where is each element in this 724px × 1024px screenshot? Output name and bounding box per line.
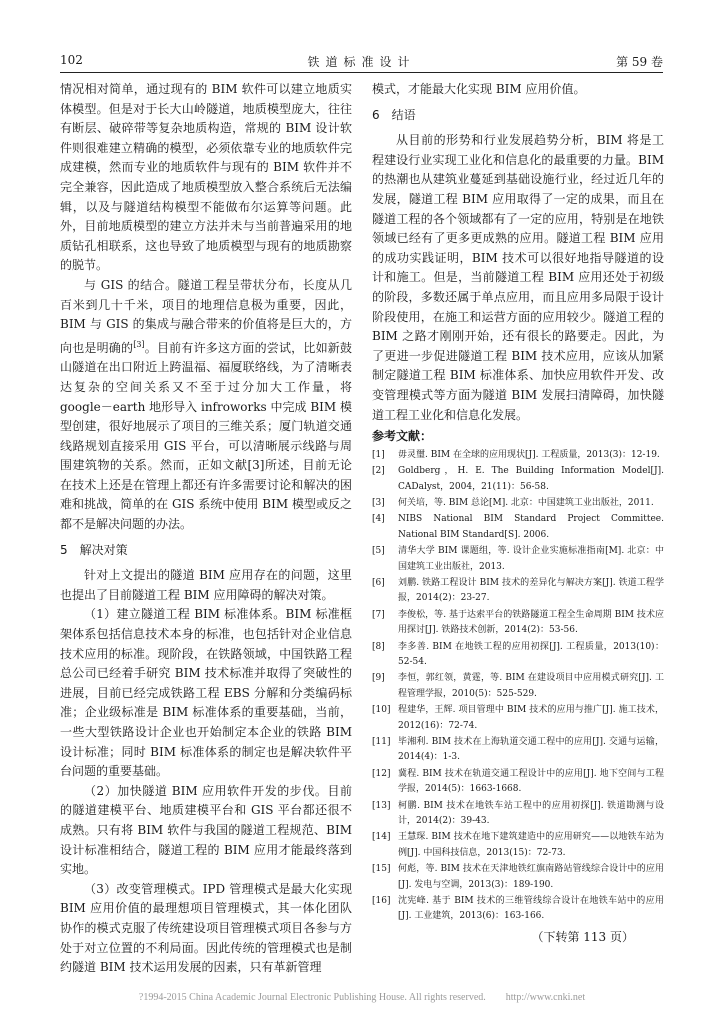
paragraph-standards: （1）建立隧道工程 BIM 标准体系。BIM 标准框架体系包括信息技术本身的标准，也包括针对企业信息技术应用的标准。现阶段，在铁路领域，中国铁路工程总公司已经着手研究 BIM 技术标准并取得了突破性的进展，目前已经完成铁路工程 EBS 分解和分类编码标准；企业级标准是 BIM 标准体系的重要基础，当前，一些大型铁路设计企业也开始制定本企业的铁路 BIM 设计标准；同时 BIM 标准体系的制定也是解决软件平台问题的重要基础。: [60, 607, 352, 779]
gis-text-end: 。目前有许多这方面的尝试，比如新鼓山隧道在出口附近上跨温福、福厦联络线，为了清晰表达复杂的空间关系又不至于过分加大工作量，将 google－earth 地形导入 infroworks 中完成 BIM 模型创建，很好地展示了项目的三维关系；厦门轨道交通线路规划直接采用 GIS 平台，可以清晰展示线路与周围建筑物的关系。然而，正如文献[3]所述，目前无论在技术上还是在管理上都还有许多需要讨论和解决的困难和挑战，简单的在 GIS 系统中使用 BIM 模型或反之都不是解决问题的办法。: [60, 340, 352, 532]
paragraph-gis: [60, 276, 352, 535]
reference-number: [2]: [372, 466, 385, 477]
paragraph-software: （2）加快隧道 BIM 应用软件开发的步伐。目前的隧道建模平台、地质建模平台和 GIS 平台都还很不成熟。只有将 BIM 软件与我国的隧道工程规范、BIM 设计标准相结合，隧道工程的 BIM 应用才能最终落到实地。: [60, 783, 352, 877]
reference-number: [15]: [372, 864, 391, 875]
reference-text: 何彪，等. BIM 技术在天津地铁红旗南路站管线综合设计中的应用[J]. 发电与空调，2013(3)：189-190.: [398, 864, 664, 890]
reference-text: 李恒，郭红领，黄霆，等. BIM 在建设项目中应用模式研究[J]. 工程管理学报，2010(5)：525-529.: [398, 673, 664, 699]
left-column: [60, 80, 352, 978]
section-6-heading: 6 结语: [372, 107, 416, 122]
reference-item: [372, 862, 664, 893]
reference-item: [372, 735, 664, 766]
volume-label: 第 59 卷: [616, 55, 663, 69]
reference-number: [16]: [372, 896, 391, 907]
reference-text: 毕湘利. BIM 技术在上海轨道交通工程中的应用[J]. 交通与运输，2014(4)：1-3.: [398, 737, 664, 763]
reference-number: [7]: [372, 609, 385, 620]
reference-item: [372, 448, 664, 463]
reference-item: [372, 830, 664, 861]
reference-number: [3]: [372, 497, 385, 508]
reference-number: [13]: [372, 800, 391, 811]
reference-item: [372, 799, 664, 830]
reference-text: NIBS National BIM Standard Project Committee. National BIM Standard[S]. 2006.: [398, 514, 664, 540]
section-5-heading: 5 解决对策: [60, 542, 128, 557]
reference-number: [10]: [372, 705, 391, 716]
reference-item: [372, 576, 664, 607]
reference-text: 李俊松，等. 基于达索平台的铁路隧道工程全生命周期 BIM 技术应用探讨[J]. 铁路技术创新，2014(2)：53-56.: [398, 609, 664, 636]
reference-item: [372, 767, 664, 798]
reference-text: 冀程. BIM 技术在轨道交通工程设计中的应用[J]. 地下空间与工程学报，2014(5)：1663-1668.: [398, 768, 664, 795]
reference-text: 何关培，等. BIM 总论[M]. 北京：中国建筑工业出版社，2011.: [398, 497, 654, 508]
paragraph-countermeasures: 针对上文提出的隧道 BIM 应用存在的问题，这里也提出了目前隧道工程 BIM 应用障碍的解决对策。: [60, 568, 352, 602]
reference-item: [372, 894, 664, 925]
reference-item: [372, 512, 664, 543]
reference-item: [372, 544, 664, 575]
page-number: 102: [60, 53, 83, 67]
reference-text: 程建华，王辉. 项目管理中 BIM 技术的应用与推广[J]. 施工技术，2012(16)：72-74.: [398, 705, 664, 731]
reference-number: [5]: [372, 546, 385, 557]
continued-note: （下转第 113 页）: [531, 929, 634, 944]
reference-number: [6]: [372, 577, 385, 588]
reference-text: 毋灵璽. BIM 在全球的应用现状[J]. 工程质量，2013(3)：12-19.: [398, 449, 660, 460]
reference-text: Goldberg，H. E. The Building Information Model[J]. CADalyst，2004，21(11)：56-58.: [398, 466, 664, 492]
page-header: [60, 53, 663, 69]
reference-number: [8]: [372, 641, 385, 652]
reference-item: [372, 640, 664, 671]
paragraph-geology: 情况相对简单，通过现有的 BIM 软件可以建立地质实体模型。但是对于长大山岭隧道，地质模型庞大，往往有断层、破碎带等复杂地质构造，常规的 BIM 设计软件则很难建立精确的模型，必须依靠专业的地质软件完成建模，然而专业的地质软件与现有的 BIM 软件并不完全兼容，因此造成了地质模型放入整合系统后无法编辑，以及与隧道结构模型不能做布尔运算等问题。此外，目前地质模型的建立方法并未与当前普遍采用的地质钻孔相联系，这也导致了地质模型与现有的地质勘察的脱节。: [60, 82, 352, 273]
journal-title: 铁道标准设计: [307, 55, 416, 69]
reference-number: [12]: [372, 768, 391, 779]
reference-number: [1]: [372, 449, 385, 460]
reference-text: 李多善. BIM 在地铁工程的应用初探[J]. 工程质量，2013(10)：52-54.: [398, 641, 664, 667]
reference-text: 刘鹏. 铁路工程设计 BIM 技术的差异化与解决方案[J]. 铁道工程学报，2014(2)：23-27.: [398, 577, 664, 604]
citation-3: [3]: [133, 339, 145, 349]
reference-number: [14]: [372, 832, 391, 843]
reference-text: 清华大学 BIM 课题组，等. 设计企业实施标准指南[M]. 北京：中国建筑工业出版社，2013.: [398, 546, 664, 572]
reference-item: [372, 608, 664, 639]
reference-number: [4]: [372, 514, 385, 525]
reference-text: 沈宪峰. 基于 BIM 技术的三维管线综合设计在地铁车站中的应用[J]. 工业建筑，2013(6)：163-166.: [398, 896, 664, 922]
reference-text: 柯鹏. BIM 技术在地铁车站工程中的应用初探[J]. 铁道勘测与设计，2014(2)：39-43.: [398, 800, 664, 827]
paragraph-continued: 模式，才能最大化实现 BIM 应用价值。: [372, 82, 586, 96]
reference-item: [372, 671, 664, 702]
reference-item: [372, 464, 664, 495]
references-title: 参考文献：: [372, 429, 433, 444]
reference-number: [11]: [372, 737, 391, 747]
gis-text-start: 与 GIS 的结合。隧道工程呈带状分布，长度从几百米到几十千米，项目的地理信息极为重要，因此，BIM 与 GIS 的集成与融合带来的价值将是巨大的，方向也是明确的: [60, 277, 352, 355]
copyright-footer: ?1994-2015 China Academic Journal Electronic Publishing House. All rights reserved. http://www.cnki.net: [138, 992, 586, 1003]
reference-text: 王慧琛. BIM 技术在地下建筑建造中的应用研究——以地铁车站为例[J]. 中国科技信息，2013(15)：72-73.: [398, 832, 664, 858]
header-rule: [60, 72, 663, 73]
right-column: [372, 80, 664, 947]
reference-item: [372, 496, 664, 511]
reference-number: [9]: [372, 673, 385, 684]
reference-item: [372, 703, 664, 734]
paragraph-conclusion: 从目前的形势和行业发展趋势分析，BIM 将是工程建设行业实现工业化和信息化的最重要的力量。BIM 的热潮也从建筑业蔓延到基础设施行业，经过近几年的发展，隧道工程 BIM 应用取得了一定的成果，而且在隧道工程的各个领域都有了一定的应用，特别是在地铁领域已经有了更多更成熟的应用。隧道工程 BIM 应用的成功实践证明，BIM 技术可以很好地指导隧道的设计和施工。但是，当前隧道工程 BIM 应用还处于初级的阶段，多数还属于单点应用，而且应用多局限于设计阶段使用，在施工和运营方面的应用较少。隧道工程的 BIM 之路才刚刚开始，还有很长的路要走。因此，为了更进一步促进隧道工程 BIM 技术应用，应该从加紧制定隧道工程 BIM 标准体系、加快应用软件开发、改变管理模式等方面为隧道 BIM 发展扫清障碍，加快隧道工程工业化和信息化发展。: [372, 133, 664, 422]
reference-list: [372, 448, 664, 925]
paragraph-management: （3）改变管理模式。IPD 管理模式是最大化实现 BIM 应用价值的最理想项目管理模式，其一体化团队协作的模式克服了传统建设项目管理模式项目各参与方处于对立位置的不利局面。因此传统的管理模式也是制约隧道 BIM 技术运用发展的因素，只有革新管理: [60, 881, 352, 975]
